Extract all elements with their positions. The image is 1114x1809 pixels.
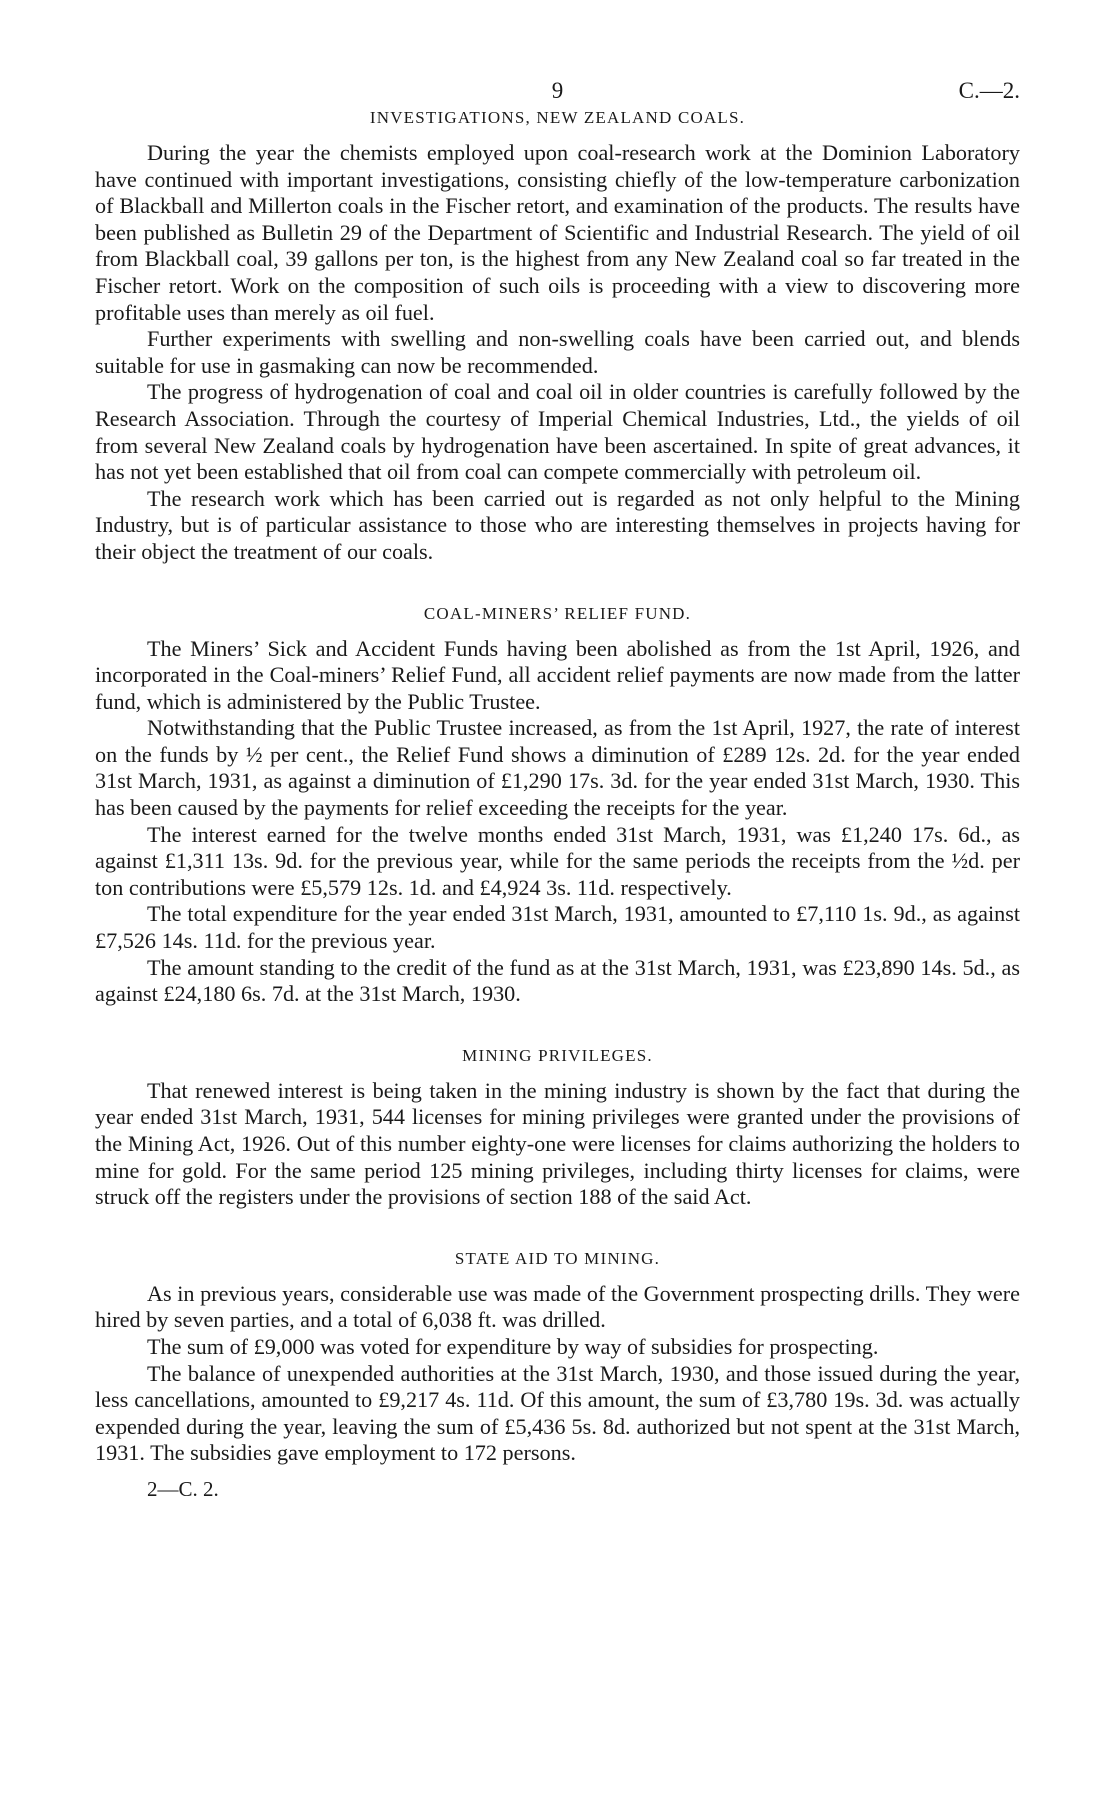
paragraph: The amount standing to the credit of the fund as at the 31st March, 1931, was £23,890 14s. 5d., as against £24,180 6s. 7d. at the 31st March, 1930.: [95, 954, 1020, 1007]
paragraph: That renewed interest is being taken in the mining industry is shown by the fact that during the year ended 31st March, 1931, 544 licenses for mining privileges were granted under the provisions of the Mining Act, 1926. Out of this number eighty-one were licenses for claims authorizing the holders to mine for gold. For the same period 125 mining privileges, including thirty licenses for claims, were struck off the registers under the provisions of section 188 of the said Act.: [95, 1077, 1020, 1210]
section-state-aid: [95, 1249, 1020, 1467]
section-heading: STATE AID TO MINING.: [454, 1248, 661, 1268]
section-relief-fund: [95, 604, 1020, 1008]
paragraph: During the year the chemists employed upon coal-research work at the Dominion Laboratory have continued with important investigations, consisting chiefly of the low-temperature carbonization of Blackball and Millerton coals in the Fischer retort, and examination of the products. The results have been published as Bulletin 29 of the Department of Scientific and Industrial Research. The yield of oil from Blackball coal, 39 gallons per ton, is the highest from any New Zealand coal so far treated in the Fischer retort. Work on the composition of such oils is proceeding with a view to discovering more profitable uses than merely as oil fuel.: [95, 140, 1020, 325]
paragraph: The total expenditure for the year ended 31st March, 1931, amounted to £7,110 1s. 9d., as against £7,526 14s. 11d. for the previous year.: [95, 901, 1020, 954]
section-heading: INVESTIGATIONS, NEW ZEALAND COALS.: [369, 108, 746, 127]
paragraph: The Miners’ Sick and Accident Funds having been abolished as from the 1st April, 1926, and incorporated in the Coal-miners’ Relief Fund, all accident relief payments are now made from the latter fund, which is administered by the Public Trustee.: [95, 635, 1020, 714]
paragraph: The research work which has been carried out is regarded as not only helpful to the Mining Industry, but is of particular assistance to those who are interesting themselves in projects having for their object the treatment of our coals.: [95, 485, 1020, 564]
document-page: [95, 72, 1020, 1502]
section-heading: MINING PRIVILEGES.: [462, 1045, 653, 1065]
section-heading: COAL-MINERS’ RELIEF FUND.: [423, 603, 692, 623]
paragraph: The sum of £9,000 was voted for expenditure by way of subsidies for prospecting.: [147, 1333, 879, 1359]
document-reference: C.—2.: [958, 78, 1020, 103]
section-investigations: [95, 108, 1020, 566]
paragraph: Notwithstanding that the Public Trustee increased, as from the 1st April, 1927, the rate of interest on the funds by ½ per cent., the Relief Fund shows a diminution of £289 12s. 2d. for the year ended 31st March, 1931, as against a diminution of £1,290 17s. 3d. for the year ended 31st March, 1930. This has been caused by the payments for relief exceeding the receipts for the year.: [95, 715, 1020, 821]
page-header: [95, 72, 1020, 108]
page-number: 9: [551, 78, 564, 103]
paragraph: The interest earned for the twelve months ended 31st March, 1931, was £1,240 17s. 6d., as against £1,311 13s. 9d. for the previous year, while for the same periods the receipts from the ½d. per ton contributions were £5,579 12s. 1d. and £4,924 3s. 11d. respectively.: [95, 821, 1020, 900]
paragraph: The balance of unexpended authorities at the 31st March, 1930, and those issued during the year, less cancellations, amounted to £9,217 4s. 11d. Of this amount, the sum of £3,780 19s. 3d. was actually expended during the year, leaving the sum of £5,436 5s. 8d. authorized but not spent at the 31st March, 1931. The subsidies gave employment to 172 persons.: [95, 1360, 1020, 1466]
paragraph: The progress of hydrogenation of coal and coal oil in older countries is carefully followed by the Research Association. Through the courtesy of Imperial Chemical Industries, Ltd., the yields of oil from several New Zealand coals by hydrogenation have been ascertained. In spite of great advances, it has not yet been established that oil from coal can compete commercially with petroleum oil.: [95, 379, 1020, 485]
paragraph: Further experiments with swelling and non-swelling coals have been carried out, and blends suitable for use in gasmaking can now be recommended.: [95, 326, 1020, 378]
printer-signature: 2—C. 2.: [147, 1476, 219, 1501]
paragraph: As in previous years, considerable use was made of the Government prospecting drills. They were hired by seven parties, and a total of 6,038 ft. was drilled.: [95, 1280, 1020, 1333]
section-mining-privileges: [95, 1046, 1020, 1211]
